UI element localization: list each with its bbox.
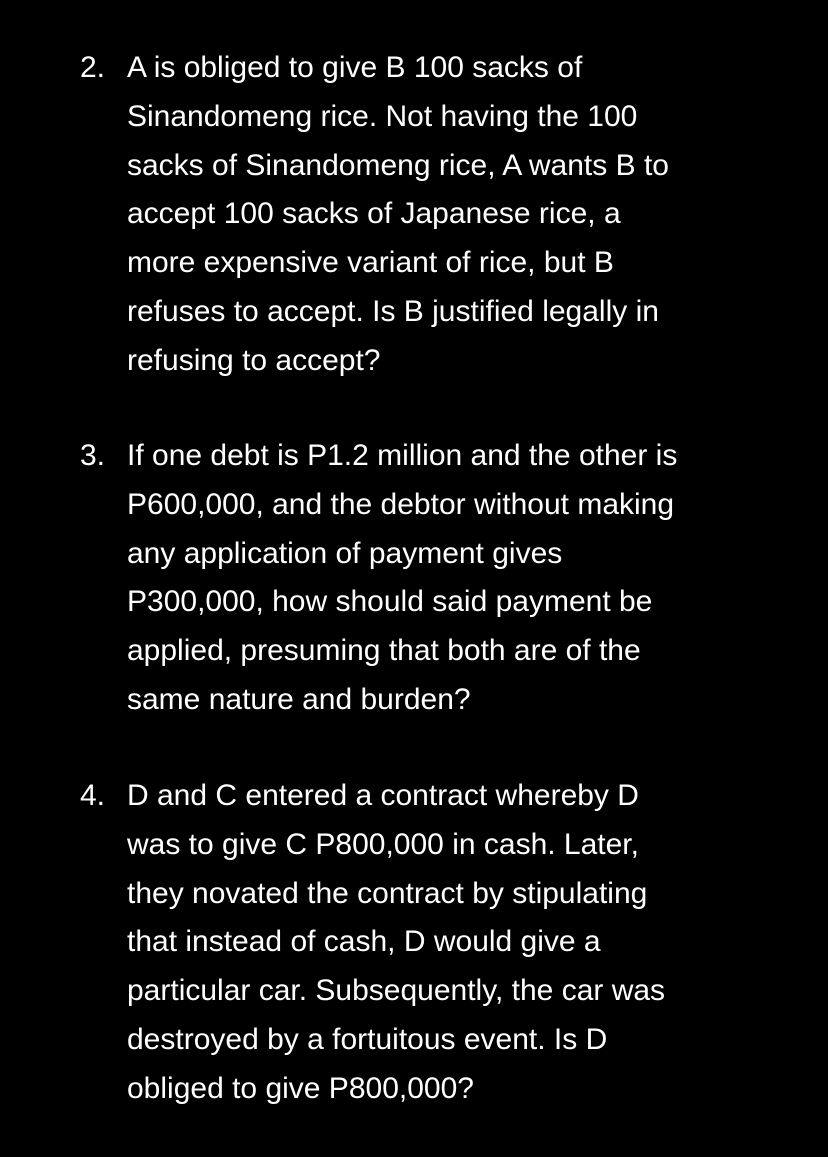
question-line: more expensive variant of rice, but B (127, 246, 614, 280)
question-number: 4. (80, 779, 106, 812)
question-line: that instead of cash, D would give a (127, 925, 601, 959)
question-line: accept 100 sacks of Japanese rice, a (127, 197, 621, 231)
question-line: refusing to accept? (127, 343, 381, 377)
question-line: A is obliged to give B 100 sacks of (127, 51, 583, 84)
question-line: same nature and burden? (127, 682, 471, 716)
question-line: refuses to accept. Is B justified legally in (127, 294, 659, 328)
question-line: D and C entered a contract whereby D (127, 779, 639, 812)
question-line: particular car. Subsequently, the car was (127, 974, 666, 1008)
question-line: applied, presuming that both are of the (127, 634, 641, 668)
question-text (127, 432, 777, 725)
question-number: 3. (80, 439, 106, 472)
question-line: obliged to give P800,000? (127, 1071, 474, 1105)
question-line: P300,000, how should said payment be (127, 585, 653, 619)
question-text (127, 44, 777, 386)
question-line: any application of payment gives (127, 536, 563, 570)
question-text (127, 772, 777, 1114)
question-line: Sinandomeng rice. Not having the 100 (127, 99, 638, 133)
question-line: was to give C P800,000 in cash. Later, (127, 827, 639, 861)
question-number: 2. (80, 51, 106, 84)
question-line: P600,000, and the debtor without making (127, 487, 675, 521)
question-line: If one debt is P1.2 million and the other is (127, 439, 678, 472)
question-line: they novated the contract by stipulating (127, 876, 648, 910)
question-line: sacks of Sinandomeng rice, A wants B to (127, 148, 669, 182)
question-line: destroyed by a fortuitous event. Is D (127, 1022, 608, 1056)
